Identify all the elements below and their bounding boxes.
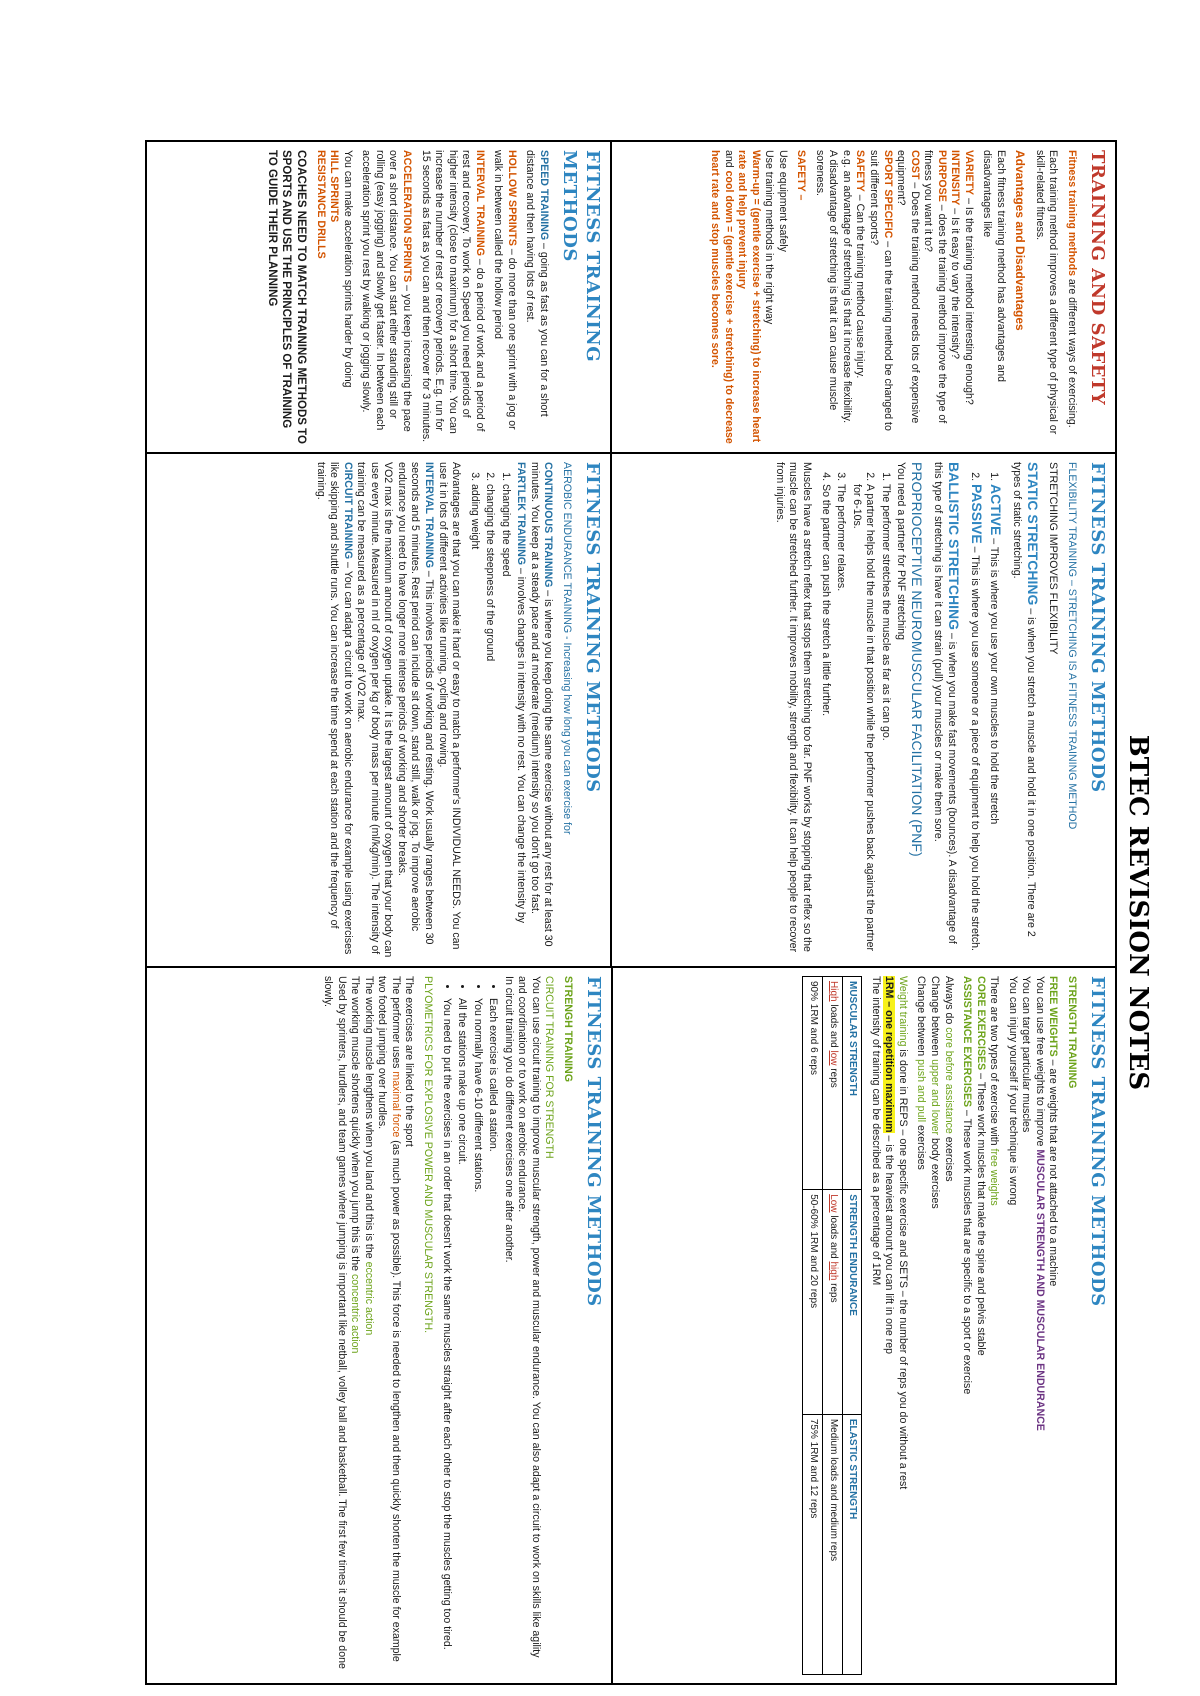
hill-sprints: HILL SPRINTS [328, 150, 341, 223]
safety-line: Use training methods in the right way [763, 150, 776, 325]
factor-purpose: PURPOSE – does the training method improve the type of fitness you want it to? [922, 150, 948, 424]
table-cell: 90% 1RM and 6 reps [802, 977, 822, 1190]
fartlek-training: FARTLEK TRAINING – involves changes in intensity with no rest. You can change the intensity by [515, 462, 528, 924]
table-cell: Low loads and high reps [822, 1190, 842, 1415]
list-item: 3. The performer relaxes. [834, 484, 848, 958]
factor-intensity: INTENSITY – Is it easy to vary the intensity? [949, 150, 962, 360]
interval-training: INTERVAL TRAINING – This involves periods of working and resting. Work usually ranges between 30 seconds and 5 minutes. Rest period can include sit down, stand still, walk or jog. To improve aerobic endurance you need to have longer more intense periods of working and shorter breaks. [395, 462, 436, 945]
paragraph: You can target particular muscles [1020, 976, 1033, 1133]
list-item: 2. A partner helps hold the muscle in that position while the performer pushes back against the partner for 6-10s. [849, 484, 876, 958]
table-header: MUSCULAR STRENGTH [842, 977, 862, 1190]
core-exercises: CORE EXERCISES – These work muscles that make the spine and pelvis stable [974, 976, 987, 1356]
flexibility-panel [612, 454, 1115, 966]
list-item: 2. PASSIVE – This is where you use someone or a piece of equipment to help you hold the stretch. [967, 484, 985, 958]
intro: AEROBIC ENDURANCE TRAINING - Increasing how long you can exercise for [560, 462, 573, 835]
paragraph: The exercises are linked to the sport [403, 976, 416, 1147]
free-weights-use: You can use free weights to improve MUSCULAR STRENGTH AND MUSCULAR ENDURANCE [1033, 976, 1046, 1431]
warm-up-text: Warm-up = (gentle exercise + stretching) to increase heart rate and help prevent injury [736, 150, 762, 443]
table-cell: Medium loads and medium reps [822, 1414, 842, 1674]
rotated-page [145, 140, 1155, 1685]
table-row [822, 977, 842, 1675]
panel-heading: TRAINING AND SAFETY [1087, 150, 1108, 406]
circuit-training: CIRCUIT TRAINING – You can adapt a circuit to work on aerobic endurance for example using exercises like skipping and shuttle runs. You can increase the time spend at each station and the frequency of training. [314, 462, 354, 955]
paragraph: Fitness training methods are different ways of exercising. [1065, 150, 1078, 428]
strength-panel [613, 968, 1115, 1683]
panel-heading: FITNESS TRAINING METHODS [583, 976, 604, 1307]
pnf-steps [818, 462, 892, 958]
weight-training: Weight training is done in REPS – one specific exercise and SETS – the number of reps you do without a rest [896, 976, 909, 1490]
paragraph: Muscles have a stretch reflex that stops them stretching too far. PNF works by stopping that reflex so the muscle can be stretched further. It improves mobility, strength and flexibility. It can help people to recover from injuries. [773, 462, 813, 953]
paragraph: You can use circuit training to improve muscular strength, power and muscular endurance. You can also adapt a circuit to work on skills like agility and coordination or to work on aerobic endurance. [516, 976, 542, 1658]
paragraph: The intensity of training can be described as a percentage of 1RM [869, 976, 882, 1286]
circuit-panel [147, 968, 611, 1683]
sub-heading: SAFETY – [795, 150, 808, 201]
aerobic-panel [147, 454, 610, 966]
sub-heading: STRENGH TRAINING [561, 976, 574, 1082]
order-line: Change between upper and lower body exercises [929, 976, 942, 1209]
static-stretching: STATIC STRETCHING – is when you stretch a muscle and hold it in one position. There are 2 types of static stretching. [1010, 462, 1041, 937]
strength-table [802, 976, 862, 1675]
paragraph: You can injury yourself if your technique is wrong [1006, 976, 1019, 1206]
speed-training: SPEED TRAINING – going as fast as you can for a short distance and then having lots of rest. [524, 150, 550, 417]
list-item: • Each exercise is called a station. [486, 998, 500, 1675]
list-item: 1. The performer stretches the muscle as far as it can go. [878, 484, 892, 958]
safety-line: Use equipment safely [776, 150, 789, 252]
sub-heading: Advantages and Disadvantages [1013, 150, 1028, 331]
panel-heading: FITNESS TRAINING METHODS [582, 462, 603, 793]
paragraph: Each fitness training method has advantages and disadvantages like [981, 150, 1007, 383]
order-line: Change between push and pull exercises [915, 976, 928, 1170]
one-rep-max: 1RM – one repetition maximum – is the heaviest amount you can lift in one rep [883, 976, 896, 1355]
panel-heading: FITNESS TRAINING METHODS [1087, 462, 1108, 793]
list-item: 1. changing the speed [498, 484, 512, 958]
paragraph: The working muscle lengthens when you land and this is the eccentric action [362, 976, 375, 1336]
paragraph: STRETCHING IMPROVES FLEXIBILITY [1047, 462, 1060, 655]
document-title: BTEC REVISION NOTES [1123, 734, 1153, 1091]
circuit-list [439, 976, 499, 1675]
list-item: • You need to put the exercises in an order that doesn't work the same muscles straight after each other to stop the muscles getting too tired. [439, 998, 453, 1675]
list-item: 3. adding weight [467, 484, 481, 958]
list-item: 1. ACTIVE – This is where you use your own muscles to hold the stretch [987, 484, 1005, 958]
acceleration-sprints: ACCELERATION SPRINTS – you keep increasing the pace over a short distance. You can start either standing still or rolling (easy jogging) and slowly get faster. In between each acceleration sprint you rest by walking or jogging slowly. [360, 150, 414, 432]
factor-sport: SPORT SPECIFIC – can the training method be changed to suit different sports? [868, 150, 894, 431]
free-weights: FREE WEIGHTS – are weights that are not attached to a machine [1047, 976, 1060, 1287]
continuous-training: CONTINUOUS TRAINING – is where you keep doing the same exercise without any rest for at least 30 minutes. You keep at a steady pace and at moderate (medium) intensity so you don't go too fast. [528, 462, 555, 947]
list-item: 2. changing the steepness of the ground [483, 484, 497, 958]
paragraph: In circuit training you do different exercises one after another. [502, 976, 515, 1263]
cool-down-text: and cool down = (gentle exercise + stretching) to decrease heart rate and stop muscles becomes sore. [709, 150, 735, 444]
two-types: There are two types of exercise with free weights [988, 976, 1001, 1206]
fartlek-list [467, 462, 512, 958]
speed-panel [147, 142, 610, 452]
table-row [842, 977, 862, 1675]
vo2-max-text: VO2 max is the maximum amount of oxygen uptake. It is the largest amount of oxygen that your body can use every minute. Measured in ml of oxygen per kg of body mass per minute (ml/kg/min). The intensity of training can be measured as a percentage of VO2 max. [355, 462, 395, 958]
notes-grid [145, 140, 1117, 1685]
order-line: Always do core before assistance exercises [942, 976, 955, 1182]
panel-heading: FITNESS TRAINING METHODS [1087, 976, 1108, 1307]
intro: FLEXIBILITY TRAINING – STRETCHING IS A FITNESS TRAINING METHOD [1065, 462, 1078, 830]
hollow-sprints: HOLLOW SPRINTS – do more than one sprint with a jog or walk in between called the hollow period [492, 150, 518, 430]
factor-safety: SAFETY – Can the training method cause injury. [854, 150, 867, 379]
table-header: STRENGTH ENDURANCE [842, 1190, 862, 1415]
paragraph: The working muscle shortens quickly when you jump this is the concentric action [349, 976, 362, 1354]
paragraph: The performer uses maximal force (as much power as possible). This force is needed to lengthen and then quickly shorten the muscle for example two footed jumping over hurdles. [376, 976, 402, 1662]
ballistic-stretching: BALLISTIC STRETCHING – is when you make fast movements (bounces). A disadvantage of this type of stretching is have it can strain (pull) your muscles or make them sore. [931, 462, 962, 944]
panel-heading: FITNESS TRAINING METHODS [558, 150, 603, 363]
paragraph: You need a partner for PNF stretching [895, 462, 908, 641]
table-cell: 75% 1RM and 12 reps [802, 1414, 822, 1674]
list-item: • All the stations make up one circuit. [455, 998, 469, 1675]
paragraph: Each training method improves a different type of physical or skill-related fitness. [1033, 150, 1060, 435]
paragraph: Used by sprinters, hurdlers, and team games where jumping is important like netball, volley ball and basketball. The first few times it should be done slowly. [322, 976, 348, 1669]
static-list [967, 462, 1005, 958]
plyometrics-heading: PLYOMETRICS FOR EXPLOSIVE POWER AND MUSCULAR STRENGTH. [422, 976, 435, 1334]
table-cell: High loads and low reps [822, 977, 842, 1190]
example-text: A disadvantage of stretching is that it can cause muscle soreness. [813, 150, 840, 411]
circuit-heading: CIRCUIT TRAINING FOR STRENGTH [543, 976, 556, 1159]
resistance-drills: RESISTANCE DRILLS [314, 150, 327, 259]
list-item: 4. So the partner can push the stretch a little further. [818, 484, 832, 958]
assistance-exercises: ASSISTANCE EXERCISES – These work muscles that are specific to a sport or exercise [961, 976, 974, 1395]
paragraph: Advantages are that you can make it hard or easy to match a performer's INDIVIDUAL NEEDS. You can use it in lots of different activities like running, cycling and rowing. [436, 462, 463, 950]
table-row [802, 977, 822, 1675]
factor-variety: VARIETY – Is the training method interesting enough? [962, 150, 975, 405]
example-text: e.g. an advantage of stretching is that it increase flexibility. [840, 150, 853, 424]
list-item: • You normally have 6-10 different stations. [470, 998, 484, 1675]
sub-heading: STRENGTH TRAINING [1065, 976, 1078, 1089]
table-header: ELASTIC STRENGTH [842, 1414, 862, 1674]
paragraph: You can make acceleration sprints harder by doing [341, 150, 354, 388]
coaches-note: COACHES NEED TO MATCH TRAINING METHODS TO SPORTS AND USE THE PRINCIPLES OF TRAINING TO GUIDE THEIR PLANNING [265, 150, 308, 444]
table-cell: 50-60% 1RM and 20 reps [802, 1190, 822, 1415]
interval-training: INTERVAL TRAINING – do a period of work and a period of rest and recovery. To work on Speed you need periods of higher intensity (close to maximum) for a short time. You can increase the number of rest or recovery periods. E.g. run for 15 seconds as fast as you can and then recover for 3 minutes. [419, 150, 486, 443]
pnf-heading: PROPRIOCEPTIVE NEUROMUSCULAR FACILITATION (PNF) [909, 462, 926, 857]
training-safety-panel [612, 142, 1115, 452]
factor-cost: COST – Does the training method needs lots of expensive equipment? [895, 150, 921, 424]
